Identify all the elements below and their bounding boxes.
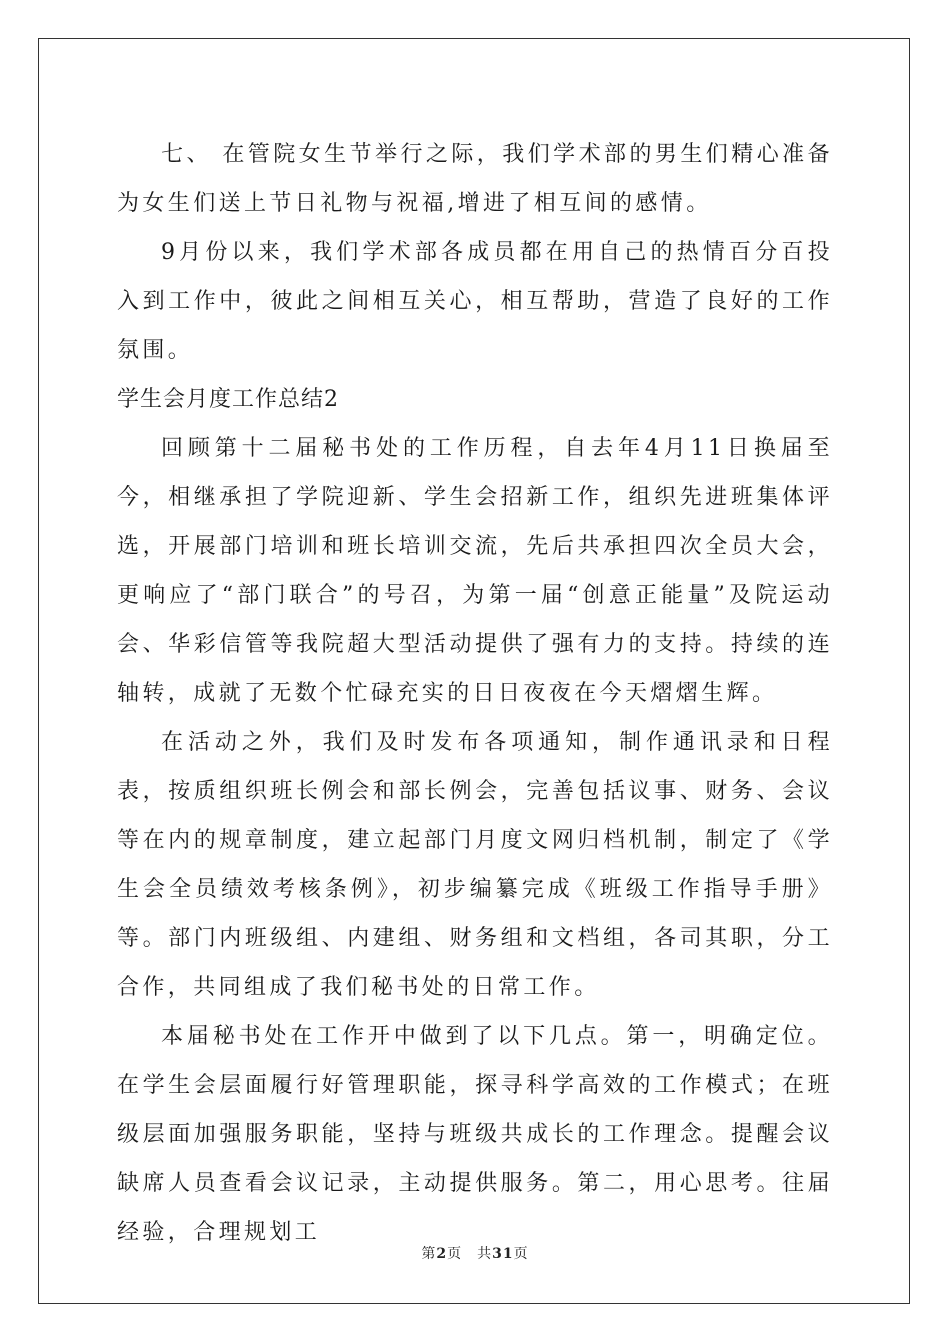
footer-prefix: 第: [421, 1246, 437, 1262]
paragraph: 七、 在管院女生节举行之际，我们学术部的男生们精心准备为女生们送上节日礼物与祝福,增进了相互间的感情。: [117, 142, 833, 216]
page-footer: [0, 1243, 950, 1263]
paragraph: 9月份以来，我们学术部各成员都在用自己的热情百分百投入到工作中，彼此之间相互关心，相互帮助，营造了良好的工作氛围。: [117, 240, 833, 363]
current-page-number: 2: [436, 1246, 448, 1262]
paragraph: 在活动之外，我们及时发布各项通知，制作通讯录和日程表，按质组织班长例会和部长例会，完善包括议事、财务、会议等在内的规章制度，建立起部门月度文网归档机制，制定了《学生会全员绩效考核条例》，初步编纂完成《班级工作指导手册》等。部门内班级组、内建组、财务组和文档组，各司其职，分工合作，共同组成了我们秘书处的日常工作。: [117, 730, 833, 1000]
footer-mid: 页 共: [447, 1246, 493, 1262]
document-body: [117, 130, 833, 1257]
paragraph: 本届秘书处在工作开中做到了以下几点。第一，明确定位。在学生会层面履行好管理职能，探寻科学高效的工作模式；在班级层面加强服务职能，坚持与班级共成长的工作理念。提醒会议缺席人员查看会议记录，主动提供服务。第二，用心思考。往届经验，合理规划工: [117, 1024, 833, 1245]
paragraph: 回顾第十二届秘书处的工作历程，自去年4月11日换届至今，相继承担了学院迎新、学生会招新工作，组织先进班集体评选，开展部门培训和班长培训交流，先后共承担四次全员大会，更响应了“部门联合”的号召，为第一届“创意正能量”及院运动会、华彩信管等我院超大型活动提供了强有力的支持。持续的连轴转，成就了无数个忙碌充实的日日夜夜在今天熠熠生辉。: [117, 436, 833, 706]
footer-suffix: 页: [513, 1246, 529, 1262]
total-page-count: 31: [492, 1246, 514, 1262]
section-heading: 学生会月度工作总结2: [117, 387, 339, 412]
